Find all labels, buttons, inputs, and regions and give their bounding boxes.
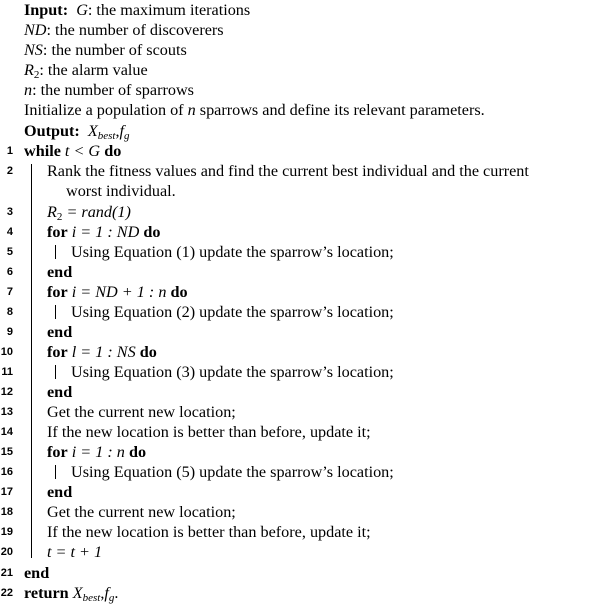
line-number: 1 [6,145,13,157]
param-desc: : the alarm value [39,61,148,79]
for-block-bar [55,365,56,379]
algo-line [0,542,603,562]
for-block-bar [55,305,56,319]
assign-lhs: R [47,203,57,221]
return-x-sub: best [82,592,101,604]
algo-line [0,262,603,282]
statement: worst individual. [66,182,176,200]
param-symbol: n [24,81,33,99]
return-x: X [72,584,83,602]
init-var: n [187,101,196,119]
line-number: 8 [6,306,13,318]
keyword: for [47,343,68,361]
line-number: 6 [6,266,13,278]
keyword: for [47,223,68,241]
keyword: end [47,383,73,401]
line-number: 21 [0,567,13,579]
algo-line [0,382,603,402]
param-desc: : the number of scouts [42,41,187,59]
keyword: end [47,483,73,501]
condition: l = 1 : NS [71,343,136,361]
return-f-sub: g [108,592,115,604]
line-number: 19 [0,526,13,538]
condition: i = ND + 1 : n [71,283,167,301]
line-number: 3 [6,206,13,218]
algo-line [0,282,603,302]
return-sep: , [100,584,105,602]
algo-line [0,161,603,181]
input-param-line [0,40,603,60]
keyword: do [128,443,147,461]
algo-line [0,422,603,442]
param-subscript: 2 [33,69,40,81]
input-label: Input: [24,1,69,19]
algo-line [0,141,603,161]
init-line [0,100,603,120]
keyword: for [47,283,68,301]
statement: Get the current new location; [47,403,236,421]
statement: If the new location is better than before, update it; [47,523,371,541]
line-number: 7 [6,286,13,298]
init-text: sparrows and define its relevant parameters. [195,101,485,119]
line-number: 2 [6,165,13,177]
param-symbol: ND [24,21,47,39]
algo-line [0,583,603,603]
algo-line [0,362,603,382]
line-number: 14 [0,426,13,438]
param-desc: : the maximum iterations [87,1,251,19]
keyword: end [24,564,50,582]
condition: i = 1 : n [71,443,125,461]
line-number: 5 [6,246,13,258]
algo-line [0,342,603,362]
input-line [0,0,603,20]
return-end: . [114,584,119,602]
condition: t < G [64,142,101,160]
statement: Get the current new location; [47,503,236,521]
input-param-line [0,20,603,40]
algo-line-continuation [0,181,603,201]
keyword: end [47,323,73,341]
algo-line [0,402,603,422]
line-number: 20 [0,546,13,558]
condition: i = 1 : ND [71,223,140,241]
line-number: 11 [1,366,13,378]
param-desc: : the number of sparrows [32,81,194,99]
line-number: 15 [0,446,13,458]
while-block-bar [31,164,32,558]
assign-sub: 2 [56,211,63,223]
algo-line [0,242,603,262]
statement: Using Equation (3) update the sparrow’s location; [71,363,394,381]
algo-line [0,462,603,482]
input-param-line [0,60,603,80]
assign-rhs: = rand(1) [62,203,131,221]
keyword: return [24,584,69,602]
algo-line [0,522,603,542]
output-sep: , [115,122,120,140]
algo-line [0,442,603,462]
line-number: 9 [6,326,13,338]
return-f: f [104,584,109,602]
param-desc: : the number of discoverers [46,21,224,39]
algo-line [0,302,603,322]
statement: If the new location is better than before, update it; [47,423,371,441]
output-f-sub: g [124,130,130,142]
keyword: end [47,263,73,281]
for-block-bar [55,465,56,479]
statement: Rank the fitness values and find the current best individual and the current [47,162,529,180]
algo-line [0,222,603,242]
algo-line [0,322,603,342]
line-number: 4 [6,226,13,238]
line-number: 13 [0,406,13,418]
line-number: 12 [0,386,13,398]
param-symbol: R [24,61,34,79]
line-number: 16 [0,466,13,478]
algo-line [0,482,603,502]
algo-line [0,202,603,222]
algo-line [0,502,603,522]
for-block-bar [55,245,56,259]
keyword: do [170,283,188,301]
output-x: X [87,122,98,140]
statement: t = t + 1 [47,543,103,561]
statement: Using Equation (2) update the sparrow’s location; [71,303,394,321]
keyword: do [104,142,122,160]
keyword: while [24,142,61,160]
param-symbol: NS [24,41,43,59]
keyword: for [47,443,68,461]
line-number: 22 [0,587,13,599]
param-symbol: G [76,1,88,19]
statement: Using Equation (1) update the sparrow’s location; [71,243,394,261]
output-line [0,121,603,141]
output-f: f [119,122,125,140]
line-number: 17 [0,486,13,498]
init-text: Initialize a population of [24,101,188,119]
output-x-sub: best [97,130,116,142]
line-number: 18 [0,506,13,518]
input-param-line [0,80,603,100]
line-number: 10 [0,346,13,358]
algo-line [0,563,603,583]
output-label: Output: [24,122,80,140]
keyword: do [139,343,157,361]
keyword: do [143,223,161,241]
statement: Using Equation (5) update the sparrow’s location; [71,463,394,481]
